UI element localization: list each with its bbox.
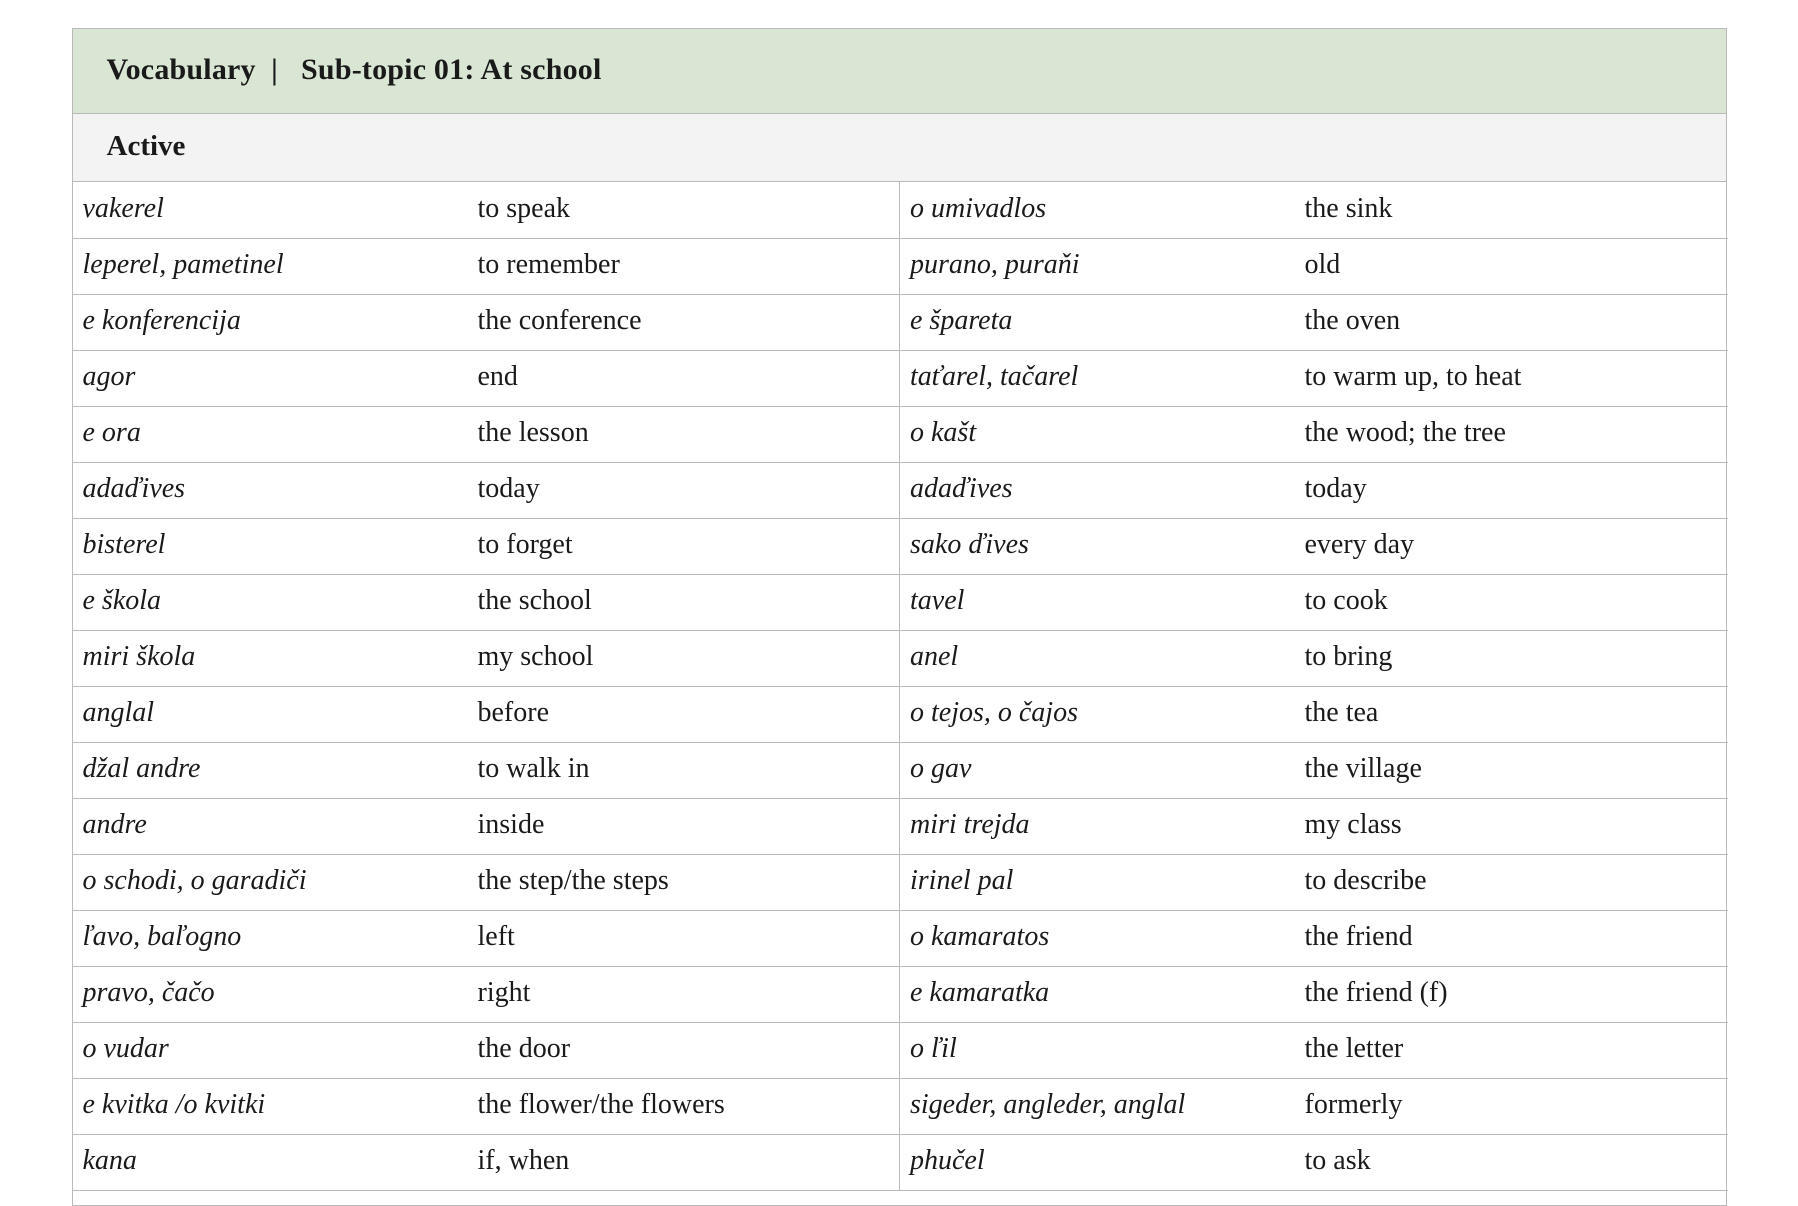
table-row (73, 238, 1728, 294)
entry-gloss-right: today (1295, 462, 1728, 518)
table-title-bar (73, 29, 1726, 114)
entry-gloss-left: inside (468, 798, 900, 854)
entry-term-left: bisterel (73, 518, 468, 574)
entry-term-right: sigeder, angleder, anglal (900, 1078, 1295, 1134)
entry-term-right: o kamaratos (900, 910, 1295, 966)
entry-term-left: anglal (73, 686, 468, 742)
entry-term-right: o umivadlos (900, 182, 1295, 238)
entry-term-right: tavel (900, 574, 1295, 630)
table-bottom-edge (73, 1191, 1726, 1206)
entry-gloss-left: the door (468, 1022, 900, 1078)
entry-gloss-right: every day (1295, 518, 1728, 574)
entry-term-left: leperel, pametinel (73, 238, 468, 294)
entry-term-right: irinel pal (900, 854, 1295, 910)
entry-term-left: kana (73, 1134, 468, 1190)
entry-gloss-right: to ask (1295, 1134, 1728, 1190)
entry-gloss-right: the letter (1295, 1022, 1728, 1078)
entry-gloss-right: to warm up, to heat (1295, 350, 1728, 406)
entry-gloss-left: if, when (468, 1134, 900, 1190)
table-row (73, 854, 1728, 910)
entry-term-right: e kamaratka (900, 966, 1295, 1022)
entry-gloss-left: the lesson (468, 406, 900, 462)
entry-term-left: o schodi, o garadiči (73, 854, 468, 910)
entry-gloss-left: the step/the steps (468, 854, 900, 910)
entry-term-left: o vudar (73, 1022, 468, 1078)
table-row (73, 1134, 1728, 1190)
entry-gloss-right: the wood; the tree (1295, 406, 1728, 462)
table-row (73, 574, 1728, 630)
entry-term-left: miri škola (73, 630, 468, 686)
entry-term-left: e ora (73, 406, 468, 462)
entry-gloss-left: right (468, 966, 900, 1022)
entry-term-left: pravo, čačo (73, 966, 468, 1022)
entry-term-right: o kašt (900, 406, 1295, 462)
entry-gloss-left: left (468, 910, 900, 966)
table-row (73, 686, 1728, 742)
entry-gloss-right: my class (1295, 798, 1728, 854)
entry-gloss-right: the oven (1295, 294, 1728, 350)
entry-gloss-left: to speak (468, 182, 900, 238)
entry-gloss-left: to forget (468, 518, 900, 574)
entry-term-left: e konferencija (73, 294, 468, 350)
entry-term-right: miri trejda (900, 798, 1295, 854)
entry-term-right: o tejos, o čajos (900, 686, 1295, 742)
entry-term-right: anel (900, 630, 1295, 686)
entry-term-right: e špareta (900, 294, 1295, 350)
entry-term-right: o gav (900, 742, 1295, 798)
entry-gloss-right: to bring (1295, 630, 1728, 686)
entry-term-right: o ľil (900, 1022, 1295, 1078)
table-row (73, 182, 1728, 238)
entry-gloss-left: the flower/the flowers (468, 1078, 900, 1134)
entry-term-left: ľavo, baľogno (73, 910, 468, 966)
entry-gloss-left: end (468, 350, 900, 406)
entry-gloss-right: to cook (1295, 574, 1728, 630)
table-row (73, 1078, 1728, 1134)
entry-gloss-right: the village (1295, 742, 1728, 798)
table-row (73, 630, 1728, 686)
section-header-active (73, 114, 1726, 182)
entry-gloss-left: the school (468, 574, 900, 630)
entry-term-left: adaďives (73, 462, 468, 518)
entry-gloss-left: to walk in (468, 742, 900, 798)
table-row (73, 294, 1728, 350)
table-row (73, 518, 1728, 574)
entry-gloss-left: today (468, 462, 900, 518)
vocabulary-table (72, 28, 1727, 1206)
table-row (73, 742, 1728, 798)
entry-gloss-right: the friend (1295, 910, 1728, 966)
table-row (73, 966, 1728, 1022)
entry-term-left: vakerel (73, 182, 468, 238)
page-title: Vocabulary | Sub-topic 01: At school (106, 53, 602, 86)
entry-term-left: e škola (73, 574, 468, 630)
entry-gloss-left: my school (468, 630, 900, 686)
table-row (73, 910, 1728, 966)
entry-term-right: taťarel, tačarel (900, 350, 1295, 406)
entry-term-right: phučel (900, 1134, 1295, 1190)
section-title: Active (106, 130, 186, 162)
entry-term-right: adaďives (900, 462, 1295, 518)
entry-gloss-left: to remember (468, 238, 900, 294)
entry-gloss-left: before (468, 686, 900, 742)
entry-gloss-left: the conference (468, 294, 900, 350)
vocabulary-entries (73, 182, 1728, 1191)
entry-term-right: purano, puraňi (900, 238, 1295, 294)
entry-term-left: agor (73, 350, 468, 406)
entry-gloss-right: the friend (f) (1295, 966, 1728, 1022)
table-row (73, 406, 1728, 462)
table-row (73, 1022, 1728, 1078)
entry-term-left: e kvitka /o kvitki (73, 1078, 468, 1134)
entry-term-left: andre (73, 798, 468, 854)
entry-gloss-right: formerly (1295, 1078, 1728, 1134)
table-row (73, 798, 1728, 854)
entry-gloss-right: to describe (1295, 854, 1728, 910)
entry-gloss-right: the tea (1295, 686, 1728, 742)
table-row (73, 462, 1728, 518)
entry-term-left: džal andre (73, 742, 468, 798)
table-row (73, 350, 1728, 406)
entry-gloss-right: the sink (1295, 182, 1728, 238)
entry-gloss-right: old (1295, 238, 1728, 294)
entry-term-right: sako ďives (900, 518, 1295, 574)
